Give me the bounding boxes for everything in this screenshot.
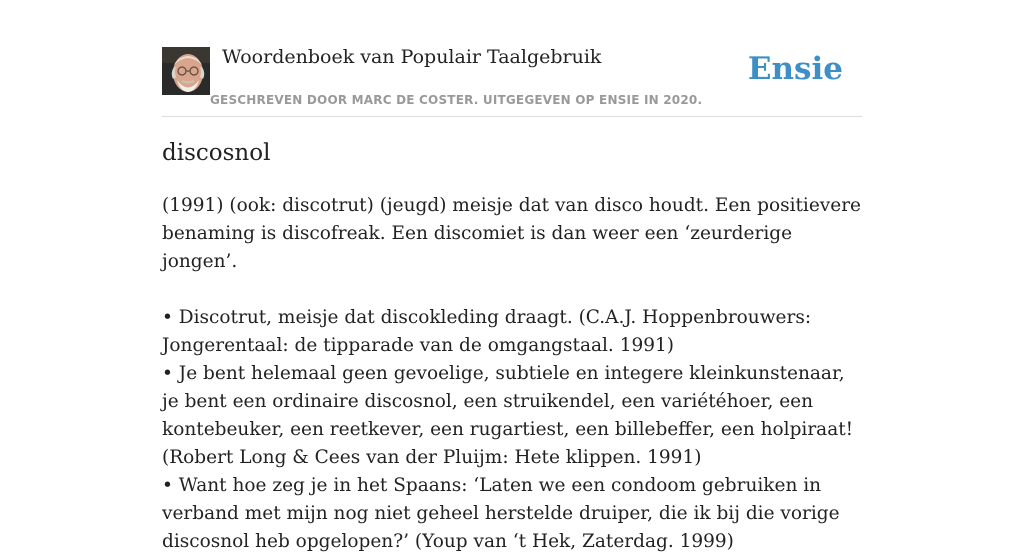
paragraph-spacer [162,276,862,304]
author-avatar[interactable] [162,47,210,95]
header [162,44,862,117]
entry-term: discosnol [162,140,271,166]
quote-item: • Discotrut, meisje dat discokleding draagt. (C.A.J. Hoppenbrouwers: Jongerentaal: de tipparade van de omgangstaal. 1991) [162,307,812,356]
book-title[interactable]: Woordenboek van Populair Taalgebruik [222,46,602,68]
entry-content [162,192,862,556]
quote-item: • Je bent helemaal geen gevoelige, subtiele en integere kleinkunstenaar, je bent een ordinaire discosnol, een struikendel, een variétéhoer, een kontebeuker, een reetkever, een rugartiest, een billebeffer, een holpiraat! (Robert Long & Cees van der Pluijm: Hete klippen. 1991) [162,363,854,468]
author-portrait-icon [162,47,210,95]
ensie-logo[interactable]: Ensie [747,51,843,87]
author-byline: GESCHREVEN DOOR MARC DE COSTER. UITGEGEVEN OP ENSIE IN 2020. [210,93,703,107]
entry-definition: (1991) (ook: discotrut) (jeugd) meisje dat van disco houdt. Een positievere benaming is discofreak. Een discomiet is dan weer een ‘zeurderige jongen’. [162,195,861,272]
quote-item: • Want hoe zeg je in het Spaans: ‘Laten we een condoom gebruiken in verband met mijn nog niet geheel herstelde druiper, die ik bij die vorige discosnol heb opgelopen?’ (Youp van ‘t Hek, Zaterdag. 1999) [162,475,840,552]
